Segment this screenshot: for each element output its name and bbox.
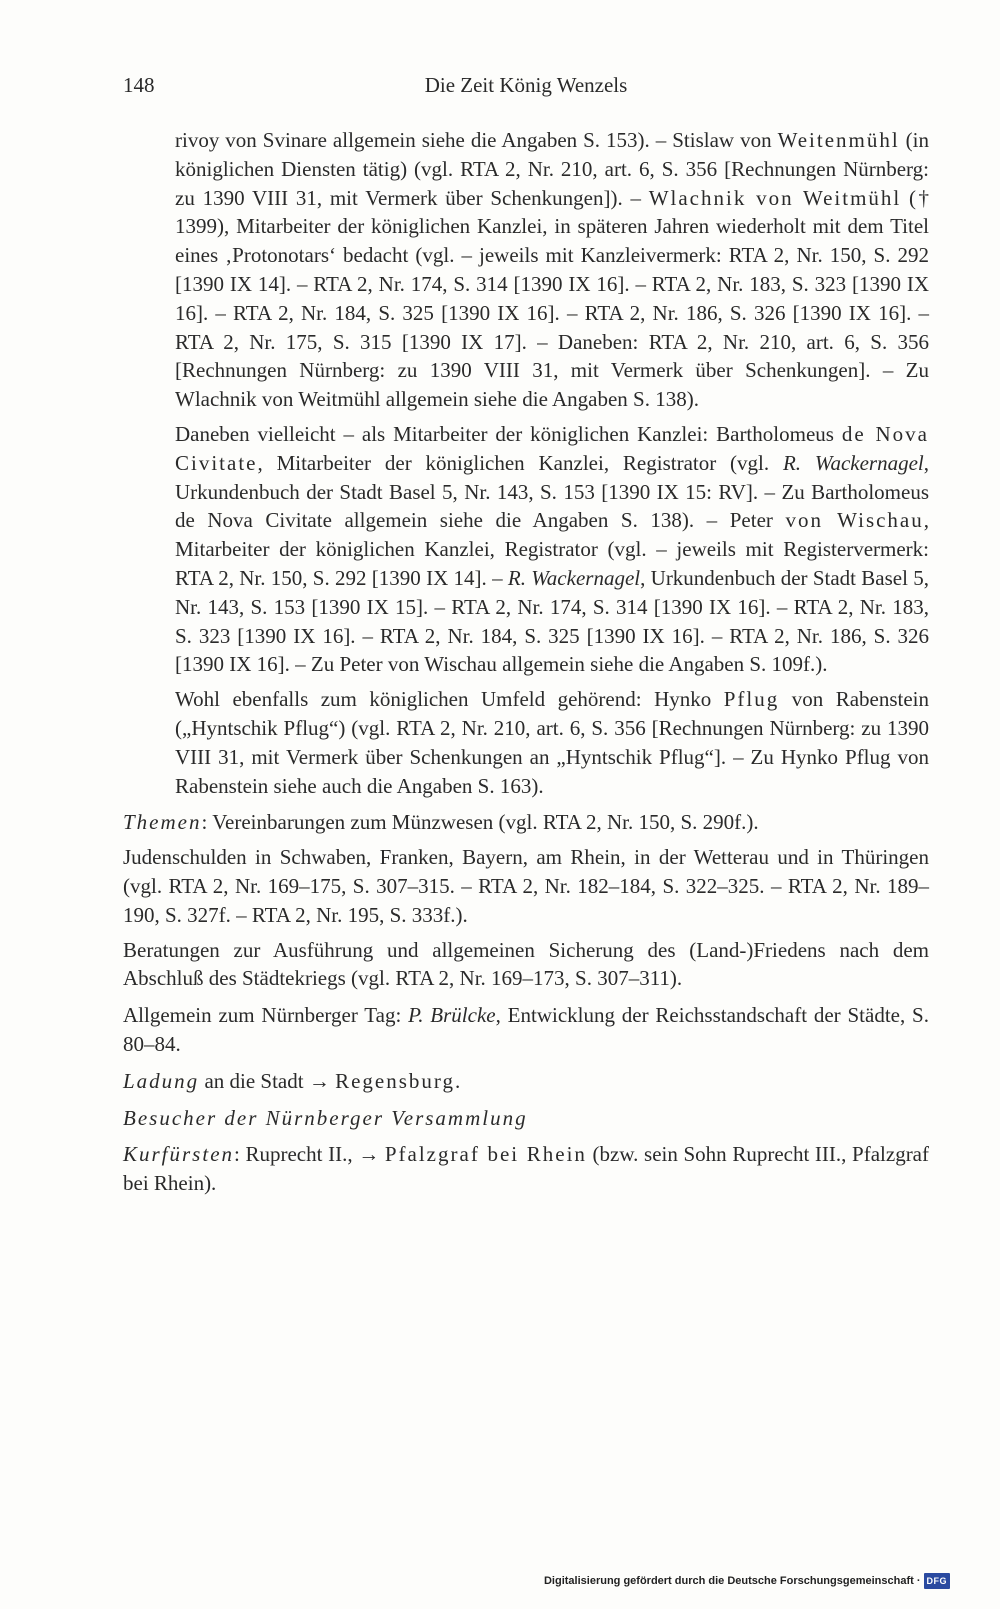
text-run: , Mitarbeiter der königlichen Kanzlei, Registrator (vgl. xyxy=(257,450,783,475)
text-run: rivoy von Svinare allgemein siehe die Angaben S. 153). – Stislaw von xyxy=(175,128,778,152)
text-run: R. Wackernagel xyxy=(782,450,924,475)
indented-block xyxy=(175,126,929,800)
text-run: de Nova Civitate xyxy=(175,421,929,475)
text-run: : Vereinbarungen zum Münzwesen (vgl. RTA 2, Nr. 150, S. 290f.). xyxy=(201,810,759,835)
text-run: Regensburg xyxy=(335,1068,456,1093)
text-run: , Mitarbeiter der königlichen Kanzlei, Registrator (vgl. – jeweils mit Registervermerk: RTA 2, Nr. 150, S. 292 [1390 IX 14]. – xyxy=(175,508,930,590)
text-run: Weitenmühl xyxy=(777,128,900,152)
text-run: . xyxy=(455,1068,461,1093)
text-run: R. Wackernagel xyxy=(507,565,641,590)
paragraph-royal-circle xyxy=(175,685,929,800)
text-run: Kurfürsten xyxy=(123,1142,235,1167)
text-run: († 1399), Mitarbeiter der königlichen Kanzlei, in späteren Jahren wiederholt mit dem Titel eines ‚Protonotars‘ bedacht (vgl. – jeweils mit Kanzleivermerk: RTA 2, Nr. 150, S. 292 [1390 IX 14]. – RTA 2, Nr. 174, S. 314 [1390 IX 16]. – RTA 2, Nr. 183, S. 323 [1390 IX 16]. – RTA 2, Nr. 184, S. 325 [1390 IX 16]. – RTA 2, Nr. 186, S. 326 [1390 IX 16]. – RTA 2, Nr. 175, S. 315 [1390 IX 17]. – Daneben: RTA 2, Nr. 210, art. 6, S. 356 [Rechnungen Nürnberg: zu 1390 VIII 31, mit Vermerk über Schenkungen]. – Zu Wlachnik von Weitmühl allgemein siehe die Angaben S. 138). xyxy=(175,185,930,412)
paragraph-peace-deliberations xyxy=(123,936,929,994)
text-run: von Rabenstein („Hyntschik Pflug“) (vgl. RTA 2, Nr. 210, art. 6, S. 356 [Rechnungen Nürnberg: zu 1390 VIII 31, mit Vermerk über Schenkungen an „Hyntschik Pflug“]. – Zu Hynko Pflug von Rabenstein siehe auch die Angaben S. 163). xyxy=(175,687,930,798)
paragraph-general-reference xyxy=(123,1001,929,1059)
section-heading-visitors xyxy=(123,1104,929,1133)
text-run: (in königlichen Diensten tätig) (vgl. RTA 2, Nr. 210, art. 6, S. 356 [Rechnungen Nürnberg: zu 1390 VIII 31, mit Vermerk über Schenkungen]). – xyxy=(175,128,929,210)
paragraph-jewish-debts xyxy=(123,843,929,929)
text-run: (bzw. sein Sohn Ruprecht III., Pfalzgraf bei Rhein). xyxy=(123,1142,929,1196)
text-run: Pflug xyxy=(723,687,780,712)
text-run: an die Stadt → xyxy=(199,1068,336,1093)
text-run: P. Brülcke xyxy=(408,1003,496,1028)
text-run: , Urkundenbuch der Stadt Basel 5, Nr. 143, S. 153 [1390 IX 15]. – RTA 2, Nr. 174, S. 314 [1390 IX 16]. – RTA 2, Nr. 183, S. 323 [1390 IX 16]. – RTA 2, Nr. 184, S. 325 [1390 IX 16]. – RTA 2, Nr. 186, S. 326 [1390 IX 16]. – Zu Peter von Wischau allgemein siehe die Angaben S. 109f.). xyxy=(175,565,929,677)
text-run: , Urkundenbuch der Stadt Basel 5, Nr. 143, S. 153 [1390 IX 15: RV]. – Zu Bartholomeus de Nova Civitate allgemein siehe die Angaben S. 138). – Peter xyxy=(175,450,929,533)
text-run: Allgemein zum Nürnberger Tag: xyxy=(123,1003,409,1028)
text-run: Besucher der Nürnberger Versammlung xyxy=(123,1105,528,1130)
text-run: , Entwicklung der Reichsstandschaft der Städte, S. 80–84. xyxy=(123,1003,929,1056)
digitization-credit xyxy=(544,1573,950,1589)
paragraph-electors xyxy=(123,1140,929,1198)
main-text xyxy=(123,126,929,1204)
text-run: Wohl ebenfalls zum königlichen Umfeld gehörend: Hynko xyxy=(175,687,724,712)
text-run: Judenschulden in Schwaben, Franken, Bayern, am Rhein, in der Wetterau und in Thüringen (vgl. RTA 2, Nr. 169–175, S. 307–315. – RTA 2, Nr. 182–184, S. 322–325. – RTA 2, Nr. 189–190, S. 327f. – RTA 2, Nr. 195, S. 333f.). xyxy=(123,845,929,927)
text-run: Wlachnik von Weitmühl xyxy=(648,185,902,210)
text-run: von Wischau xyxy=(785,508,924,533)
text-run: : Ruprecht II., → xyxy=(234,1142,385,1167)
credit-text: Digitalisierung gefördert durch die Deutsche Forschungsgemeinschaft · xyxy=(543,1575,921,1587)
text-run: Beratungen zur Ausführung und allgemeinen Sicherung des (Land-)Friedens nach dem Abschluß des Städtekriegs (vgl. RTA 2, Nr. 169–173, S. 307–311). xyxy=(123,937,929,991)
page-number: 148 xyxy=(123,73,155,97)
paragraph-wenzel-staff xyxy=(175,126,929,414)
dfg-logo: DFG xyxy=(924,1573,951,1589)
text-run: Daneben vielleicht – als Mitarbeiter der königlichen Kanzlei: Bartholomeus xyxy=(175,421,842,446)
text-run: Themen xyxy=(123,810,202,835)
paragraph-registrators xyxy=(175,420,929,679)
text-run: Pfalzgraf bei Rhein xyxy=(384,1142,587,1167)
text-run: Ladung xyxy=(123,1068,200,1093)
paragraph-summons xyxy=(123,1067,929,1096)
running-head: Die Zeit König Wenzels xyxy=(424,73,628,97)
paragraph-themes xyxy=(123,808,929,837)
